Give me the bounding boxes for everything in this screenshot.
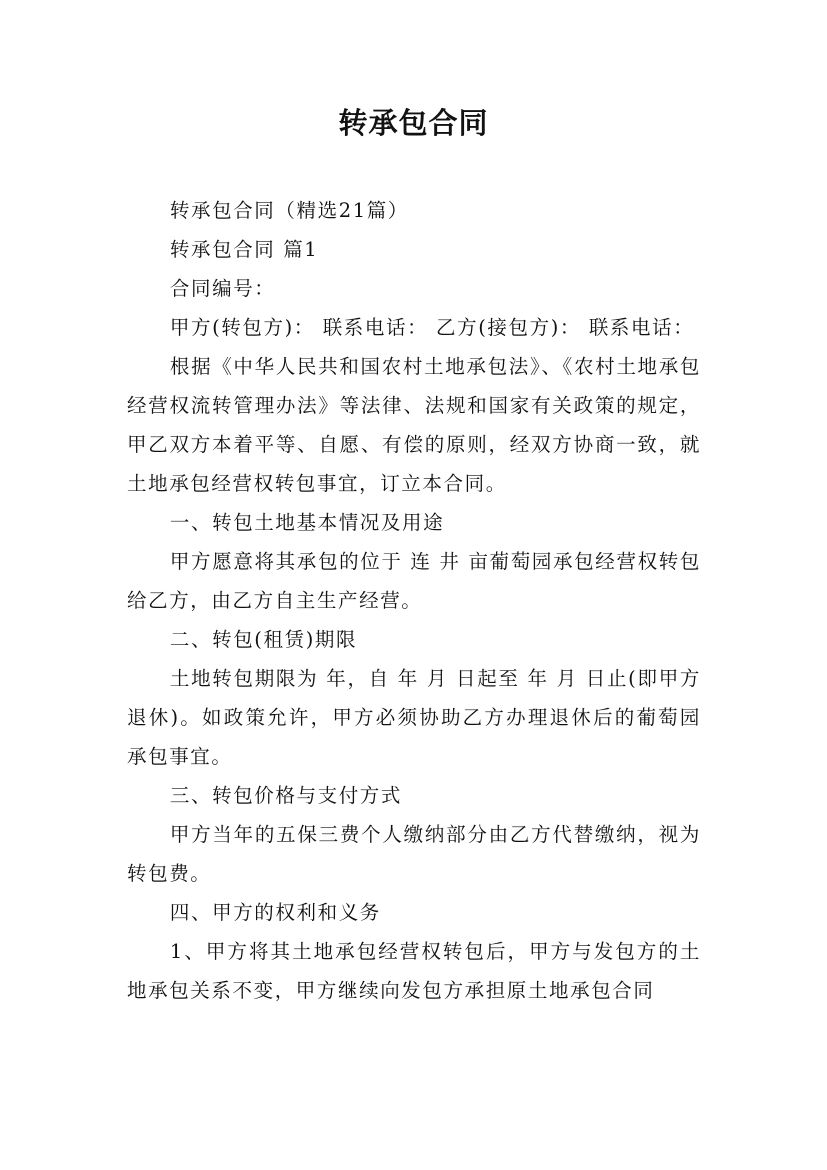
collection-heading: 转承包合同（精选21篇） xyxy=(169,199,409,222)
parties-line: 甲方(转包方)： 联系电话： 乙方(接包方)： 联系电话： xyxy=(169,316,695,339)
document-title: 转承包合同 xyxy=(338,106,489,140)
article-heading: 转承包合同 篇1 xyxy=(169,238,319,261)
section-heading-4: 四、甲方的权利和义务 xyxy=(169,901,381,924)
section-2-paragraph: 土地转包期限为 年，自 年 月 日起至 年 月 日止(即甲方退休)。如政策允许，甲方必须协助乙方办理退休后的葡萄园承包事宜。 xyxy=(127,667,701,768)
preamble-paragraph: 根据《中华人民共和国农村土地承包法》、《农村土地承包经营权流转管理办法》等法律、法规和国家有关政策的规定，甲乙双方本着平等、自愿、有偿的原则，经双方协商一致，就土地承包经营权转包事宜，订立本合同。 xyxy=(127,355,701,495)
document-body xyxy=(127,191,701,1010)
section-1-paragraph: 甲方愿意将其承包的位于 连 井 亩葡萄园承包经营权转包给乙方，由乙方自主生产经营。 xyxy=(127,550,701,612)
section-heading-3: 三、转包价格与支付方式 xyxy=(169,784,402,807)
section-heading-2: 二、转包(租赁)期限 xyxy=(169,628,358,651)
section-4-item-1: 1、甲方将其土地承包经营权转包后，甲方与发包方的土地承包关系不变，甲方继续向发包方承担原土地承包合同 xyxy=(127,940,701,1002)
contract-number-line: 合同编号： xyxy=(169,277,276,300)
section-3-paragraph: 甲方当年的五保三费个人缴纳部分由乙方代替缴纳，视为转包费。 xyxy=(127,823,701,885)
section-heading-1: 一、转包土地基本情况及用途 xyxy=(169,511,445,534)
